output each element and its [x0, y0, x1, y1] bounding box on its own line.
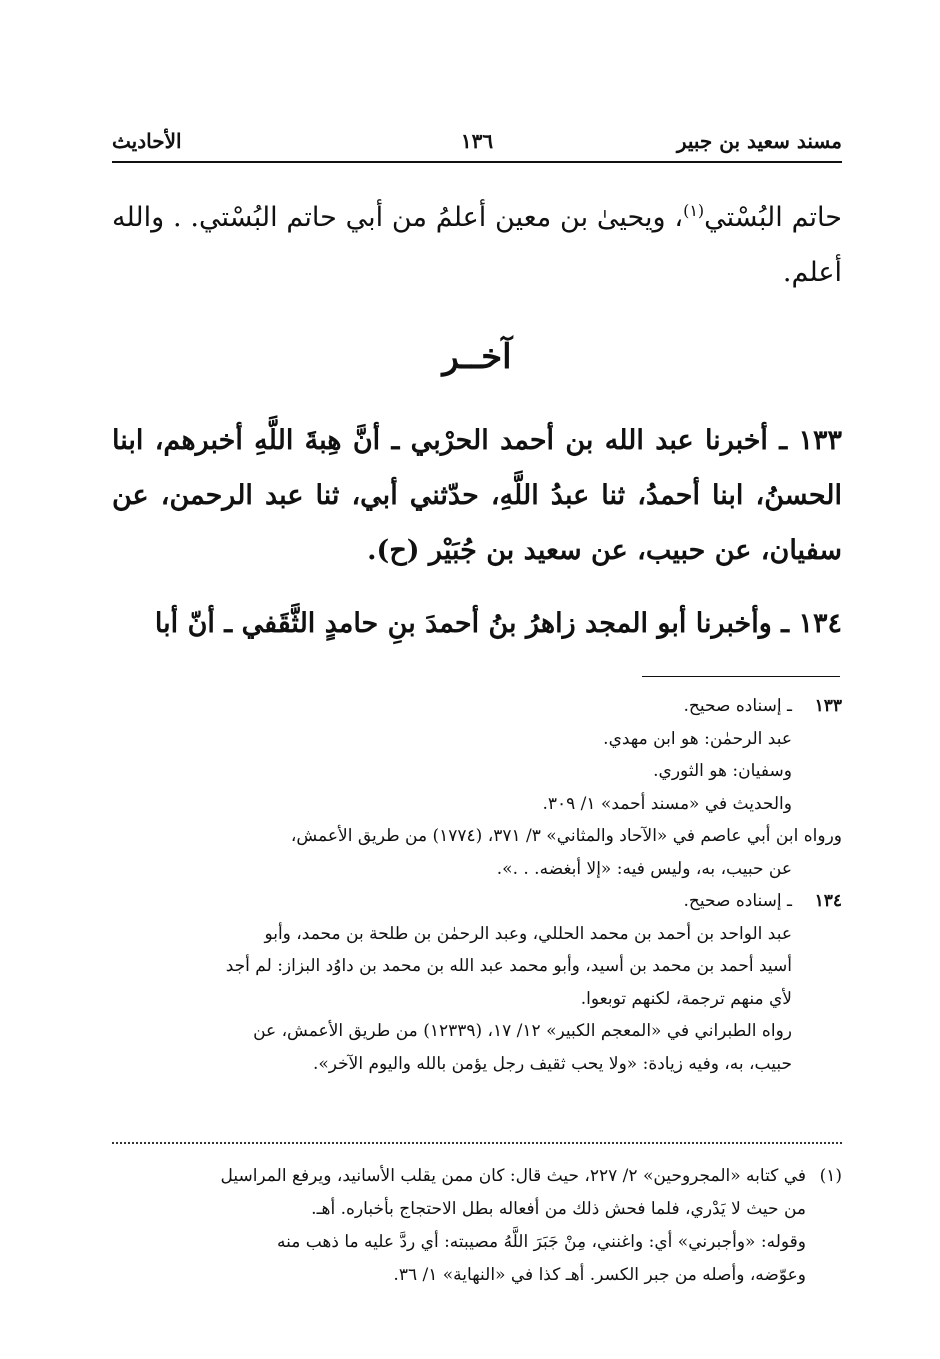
- footnotes: [112, 1160, 842, 1292]
- note-134-number: ١٣٤: [814, 891, 842, 911]
- hadith-134: [112, 596, 842, 651]
- continuation-paragraph: [112, 190, 842, 300]
- footnote-line: [112, 1160, 842, 1193]
- note-line: [112, 885, 842, 918]
- header-page-number: ١٣٦: [460, 129, 494, 153]
- note-line: [112, 690, 842, 723]
- footnote-ref: (١): [683, 201, 705, 220]
- hadith-133-number: ١٣٣: [798, 425, 843, 456]
- header-book-title: مسند سعيد بن جبير: [676, 129, 842, 153]
- continuation-part1: حاتم البُسْتي: [704, 202, 842, 233]
- note-line: لأي منهم ترجمة، لكنهم توبعوا.: [580, 988, 792, 1009]
- note-133: [112, 690, 842, 885]
- footnote-line-text: في كتابه «المجروحين» ٢/ ٢٢٧، حيث قال: كان ممن يقلب الأسانيد، ويرفع المراسيل: [220, 1166, 806, 1186]
- note-134: [112, 885, 842, 1080]
- note-line: وسفيان: هو الثوري.: [653, 761, 792, 781]
- hadith-133: [112, 413, 842, 578]
- continuation-part2: ، ويحيىٰ بن معين أعلمُ من أبي حاتم البُسْتي. . والله أعلم.: [112, 202, 842, 288]
- running-header: [112, 125, 842, 163]
- note-line: عبد الرحمٰن: هو ابن مهدي.: [603, 728, 792, 749]
- hadith-133-text: ـ أخبرنا عبد الله بن أحمد الحرْبي ـ أنَّ هِبةَ اللَّهِ أخبرهم، ابنا الحسنُ، ابنا أحمدُ، ثنا عبدُ اللَّهِ، حدّثني أبي، ثنا عبد الرحمن، عن سفيان، عن حبيب، عن سعيد بن جُبَيْر (ح).: [112, 425, 842, 566]
- note-line: رواه الطبراني في «المعجم الكبير» ١٢/ ١٧، (١٢٣٣٩) من طريق الأعمش، عن: [253, 1021, 792, 1041]
- note-line: والحديث في «مسند أحمد» ١/ ٣٠٩.: [542, 793, 792, 814]
- footnote-line: وقوله: «وأجبرني» أي: واغنني، مِنْ جَبَرَ اللَّهُ مصيبته: أي ردَّ عليه ما ذهب منه: [276, 1232, 806, 1252]
- section-title: آخــر: [442, 337, 512, 377]
- hadith-134-number: ١٣٤: [798, 608, 842, 639]
- hadith-134-text: ـ وأخبرنا أبو المجد زاهرُ بنُ أحمدَ بنِ حامدٍ الثَّقَفي ـ أنّ أبا: [154, 608, 790, 639]
- note-line-text: ـ إسناده صحيح.: [683, 696, 792, 716]
- note-133-number: ١٣٣: [814, 696, 842, 716]
- note-line: أسيد أحمد بن محمد بن أسيد، وأبو محمد عبد الله بن محمد بن داوُد البزاز: لم أجد: [225, 956, 792, 976]
- header-section: الأحاديث: [112, 129, 182, 153]
- note-line-text: ـ إسناده صحيح.: [683, 891, 792, 911]
- footnote-number: (١): [819, 1166, 842, 1186]
- main-text: [112, 190, 842, 669]
- commentary-notes: [112, 690, 842, 1080]
- notes-separator: [642, 676, 840, 677]
- note-line: ورواه ابن أبي عاصم في «الآحاد والمثاني» ٣/ ٣٧١، (١٧٧٤) من طريق الأعمش،: [290, 826, 842, 846]
- footnote-separator: [112, 1142, 842, 1144]
- note-line: حبيب، به، وفيه زيادة: «ولا يحب ثقيف رجل يؤمن بالله واليوم الآخر».: [312, 1053, 792, 1074]
- note-line: عن حبيب، به، وليس فيه: «إلا أبغضه. . .».: [496, 858, 792, 879]
- footnote-line: من حيث لا يَدْري، فلما فحش ذلك من أفعاله بطل الاحتجاج بأخباره. أهـ.: [311, 1199, 806, 1219]
- note-line: عبد الواحد بن أحمد بن محمد الحللي، وعبد الرحمٰن بن طلحة بن محمد، وأبو: [264, 923, 792, 944]
- footnote-line: وعوّضه، وأصله من جبر الكسر. أهـ كذا في «النهاية» ١/ ٣٦.: [393, 1265, 806, 1285]
